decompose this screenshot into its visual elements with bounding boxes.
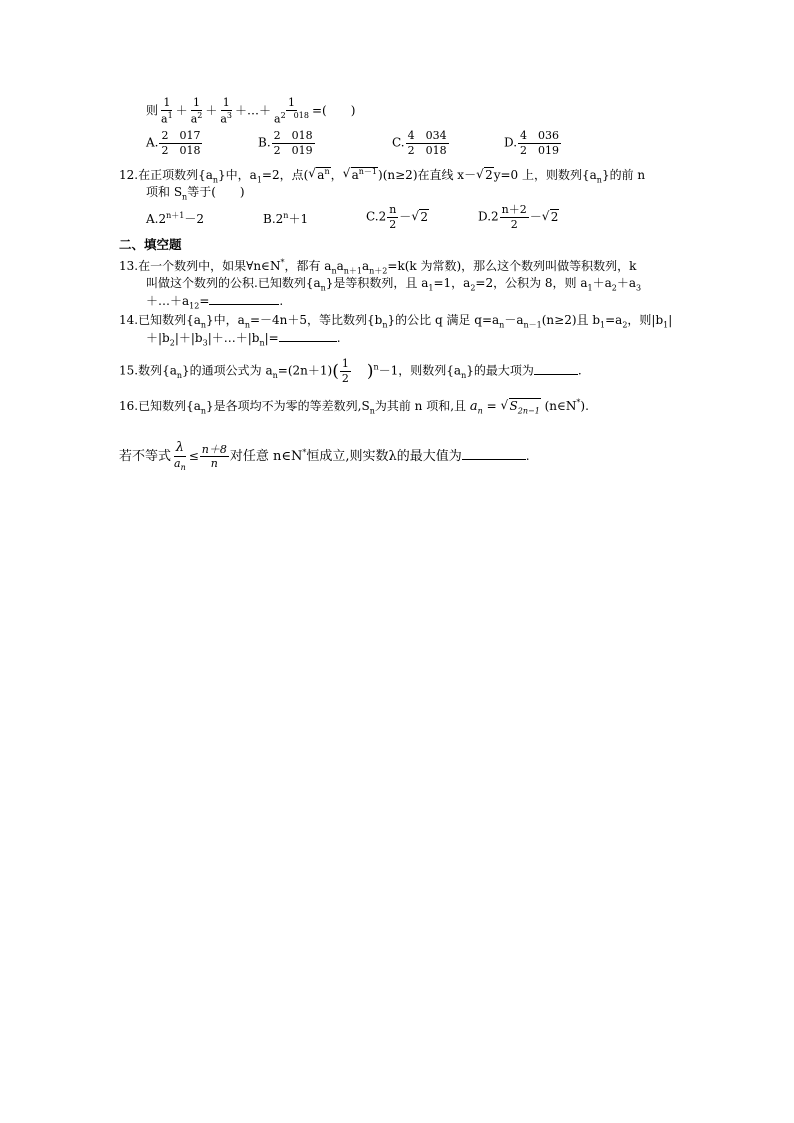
q11-lead: 则 [146,103,159,118]
lambda-over-an: $\frac{\lambda}{a_n}$ [174,440,186,472]
q14-line-1: 14.已知数列$\{a_n\}$中，$a_n=-4n+5$，等比数列$\{b_n\}$的公比 q 满足 $q=a_n-a_{n-1}(n\ge 2)$且 $b_1=a_2$，则$|b_1|$ [119,313,673,330]
q12-option-d: D.2 $\frac{n+2}{2}$ －√ 2 [478,204,559,230]
sqrt-an-1: √ $a^{n-1}$ [343,168,378,181]
q12-option-b: $B.2^n+1$ [263,211,309,226]
answer-blank-14[interactable] [279,340,337,342]
q11-option-b: B. $\frac{2 018}{2 019}$ [258,129,313,157]
q11-option-d: D. $\frac{4 036}{2 019}$ [504,129,560,157]
q11-sum-expression: 则 $\frac{1}{a^1}$ ＋ $\frac{1}{a^2}$ ＋ $\frac{1}{a^3}$ ＋…＋ $\frac{1}{a^{2 018}}$ =( ) [146,96,356,126]
q16-inequality-line: 若不等式 $\frac{\lambda}{a_n}$ ≤ $\frac{n+8}{n}$ 对任意 n∈N*恒成立,则实数λ的最大值为 . [119,440,530,472]
q11-option-a: A. $\frac{2 017}{2 018}$ [146,129,201,157]
q11-equals-blank: =( ) [311,103,356,118]
sqrt-S-2n-1: √ $S_{2n-1}$ [501,400,541,415]
q12-option-c: C.2 $\frac{n}{2}$ －√ 2 [366,204,429,230]
q14-line-2: $+|b_2|+|b_3|+\dots+|b_n|=$ . [146,331,341,348]
answer-blank-15[interactable] [534,373,578,375]
answer-blank-16[interactable] [462,458,526,460]
fraction-1-a2: $\frac{1}{a^2}$ [190,96,203,126]
paren-open: ( [332,361,339,382]
q15-line: 15.数列$\{a_n\}$的通项公式为 $a_n=(2n+1)$( $\frac{1}{2}$ )$^n$－1，则数列$\{a_n\}$的最大项为 . [119,357,582,385]
q11-option-c: C. $\frac{4 034}{2 018}$ [392,129,447,157]
sqrt-2: √ 2 [476,169,494,181]
q13-line-2: 叫做这个数列的公积.已知数列$\{a_n\}$是等积数列，且 $a_1=1$，$a_2=2$，公积为 8，则 $a_1+a_2+a_3$ [146,276,642,293]
fraction-1-a1: $\frac{1}{a^1}$ [161,96,173,126]
section-heading-fill-in: 二、填空题 [119,237,182,252]
fraction-1-a2018: $\frac{1}{a^{2 018}}$ [274,96,309,126]
sqrt-an: √ $a^n$ [308,168,330,181]
answer-blank-13[interactable] [209,303,279,305]
q12-option-a: $A.2^{n+1}-2$ [146,211,205,226]
q16-line: 16.已知数列$\{a_n\}$是各项均不为零的等差数列$,S_n$为其前 n 项和,且 $a_n$ = √ $S_{2n-1}$ (n∈N*). [119,399,589,415]
q13-line-1: 13.在一个数列中，如果∀n∈N*，都有 $a_na_{n+1}a_{n+2}=k(k$ 为常数)，那么这个数列叫做等积数列，k [119,258,637,276]
fraction-1-a3: $\frac{1}{a^3}$ [220,96,233,126]
q12-line-2: 项和 $S_n$等于( ) [146,185,245,202]
n-plus-8-over-n: $\frac{n+8}{n}$ [201,442,227,471]
q12-line-1: 12.在正项数列$\{a_n\}$中，$a_1=2$，点(√ $a^n$，√ $a^{n-1})(n\ge 2)$在直线 x－√ 2y=0 上，则数列$\{a_n\}$的前 n [119,168,645,184]
q13-line-3: $+\dots+a_{12}=$ . [146,294,284,311]
